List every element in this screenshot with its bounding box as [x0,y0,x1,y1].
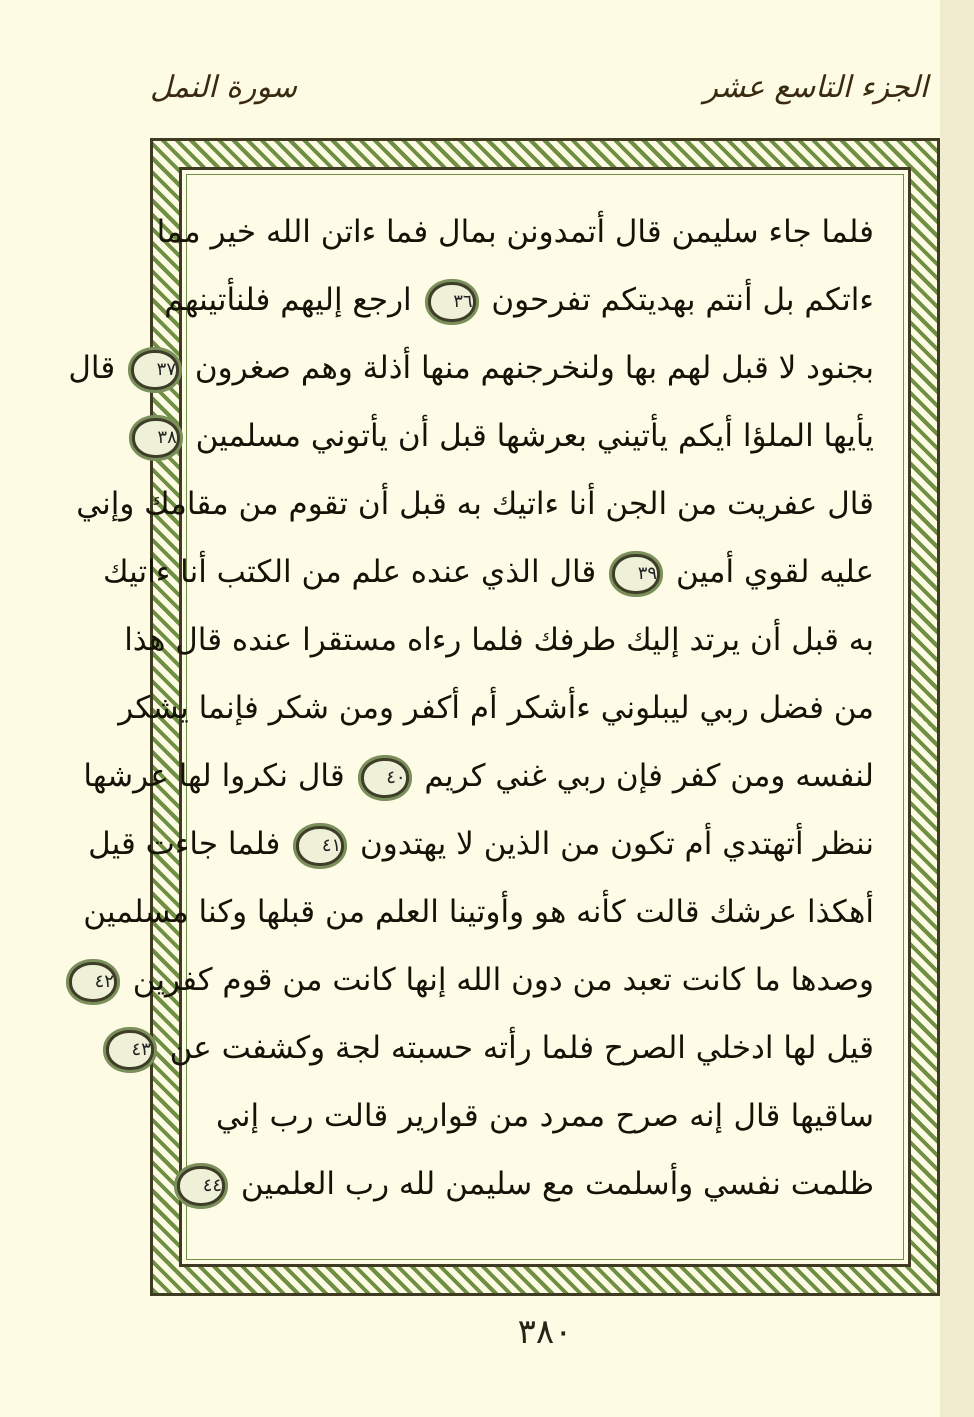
ayah-marker-37: ٣٧ [131,350,179,390]
verse-line-12: وصدها ما كانت تعبد من دون الله إنها كانت من قوم كفرين ٤٢ [216,946,874,1014]
ayah-marker-39: ٣٩ [612,554,660,594]
verse-line-4: يأيها الملؤا أيكم يأتيني بعرشها قبل أن يأتوني مسلمين ٣٨ [216,402,874,470]
verse-line-10: ننظر أتهتدي أم تكون من الذين لا يهتدون ٤١ فلما جاءت قيل [216,810,874,878]
verse-line-9: لنفسه ومن كفر فإن ربي غني كريم ٤٠ قال نكروا لها عرشها [216,742,874,810]
ayah-marker-40: ٤٠ [361,758,409,798]
ayah-marker-38: ٣٨ [132,418,180,458]
verse-line-3: بجنود لا قبل لهم بها ولنخرجنهم منها أذلة وهم صغرون ٣٧ قال [216,334,874,402]
ayah-marker-44: ٤٤ [177,1166,225,1206]
ayah-marker-41: ٤١ [296,826,344,866]
juz-title: الجزء التاسع عشر [703,70,928,105]
verse-line-15: ظلمت نفسي وأسلمت مع سليمن لله رب العلمين ٤٤ [216,1150,874,1218]
verse-line-6: عليه لقوي أمين ٣٩ قال الذي عنده علم من الكتب أنا ءاتيك [216,538,874,606]
page-number: ٣٨٠ [517,1312,573,1352]
verse-line-11: أهكذا عرشك قالت كأنه هو وأوتينا العلم من قبلها وكنا مسلمين [83,894,874,930]
quran-text [68,198,874,1236]
surah-title: سورة النمل [150,70,297,105]
verse-line-1: فلما جاء سليمن قال أتمدونن بمال فما ءاتن الله خير مما [156,214,874,250]
ayah-marker-42: ٤٢ [69,962,117,1002]
page-header [150,70,940,120]
verse-line-5: قال عفريت من الجن أنا ءاتيك به قبل أن تقوم من مقامك وإني [76,486,874,522]
text-frame [68,167,911,1267]
verse-line-8: من فضل ربي ليبلوني ءأشكر أم أكفر ومن شكر فإنما يشكر [118,690,874,726]
ayah-marker-43: ٤٣ [106,1030,154,1070]
verse-line-7: به قبل أن يرتد إليك طرفك فلما رءاه مستقرا عنده قال هذا [124,622,874,658]
verse-line-14: ساقيها قال إنه صرح ممرد من قوارير قالت رب إني [216,1098,874,1134]
page-gutter [940,0,974,1417]
ornamental-border [68,138,940,1296]
verse-line-13: قيل لها ادخلي الصرح فلما رأته حسبته لجة وكشفت عن ٤٣ [216,1014,874,1082]
ayah-marker-36: ٣٦ [428,282,476,322]
verse-line-2: ءاتكم بل أنتم بهديتكم تفرحون ٣٦ ارجع إليهم فلنأتينهم [216,266,874,334]
